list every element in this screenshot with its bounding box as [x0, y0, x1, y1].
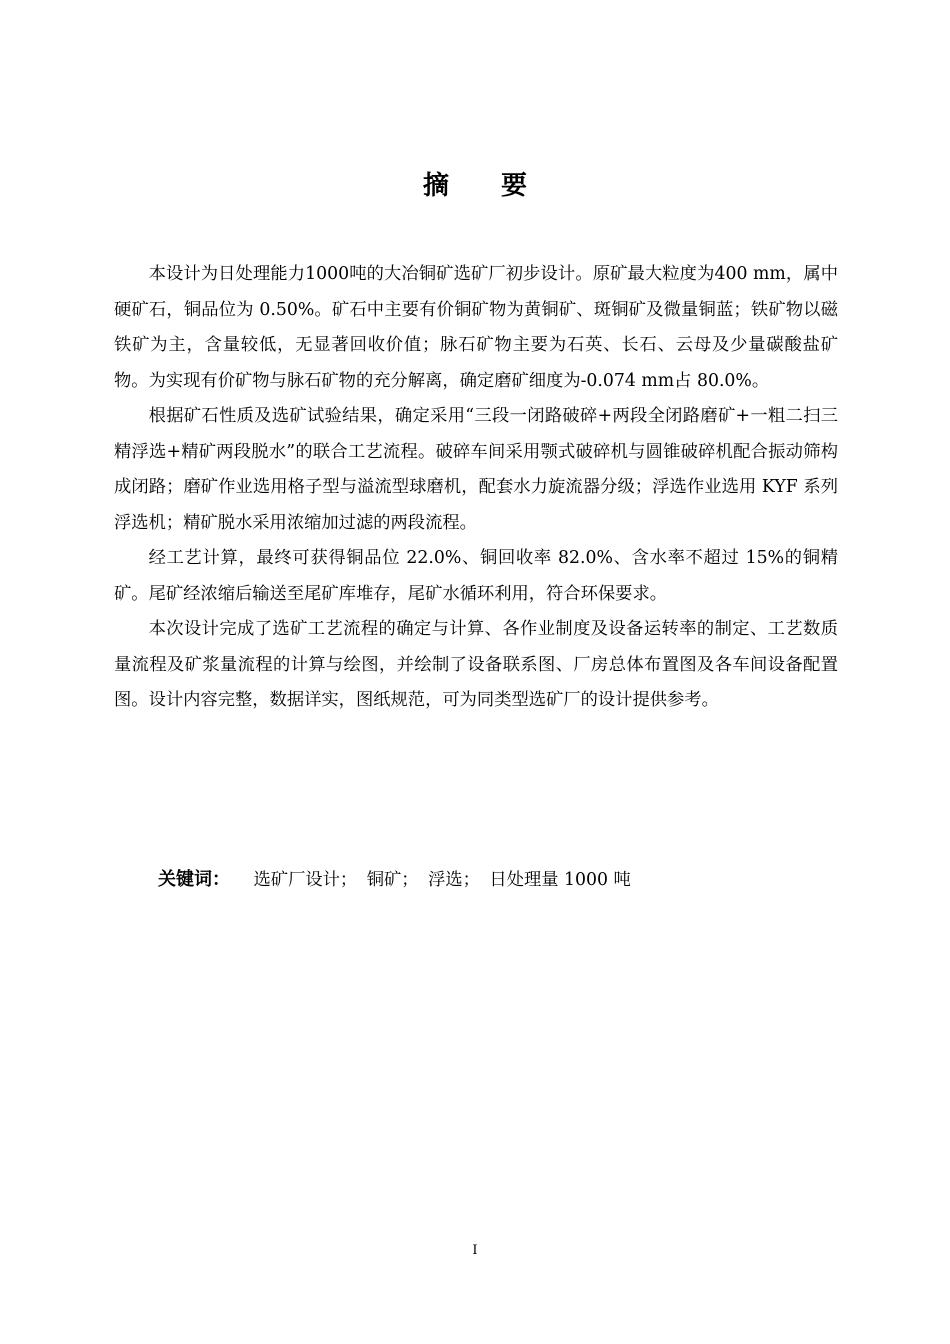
page-number: I	[472, 1243, 478, 1258]
keyword-item: 浮选；	[428, 870, 480, 890]
keywords-label: 关键词：	[158, 869, 230, 890]
keyword-item: 选矿厂设计；	[253, 870, 358, 890]
abstract-paragraph-2: 根据矿石性质及选矿试验结果，确定采用“三段一闭路破碎+两段全闭路磨矿+一粗二扫三精浮选+精矿两段脱水”的联合工艺流程。破碎车间采用颚式破碎机与圆锥破碎机配合振动筛构成闭路；磨矿作业选用格子型与溢流型球磨机，配套水力旋流器分级；浮选作业选用 KYF 系列浮选机；精矿脱水采用浓缩加过滤的两段流程。	[114, 406, 838, 533]
keyword-item: 铜矿；	[366, 870, 419, 890]
keyword-item: 日处理量 1000 吨	[489, 870, 631, 890]
abstract-paragraph-4: 本次设计完成了选矿工艺流程的确定与计算、各作业制度及设备运转率的制定、工艺数质量流程及矿浆量流程的计算与绘图，并绘制了设备联系图、厂房总体布置图及各车间设备配置图。设计内容完整，数据详实，图纸规范，可为同类型选矿厂的设计提供参考。	[114, 619, 838, 710]
keywords-line	[158, 864, 635, 896]
abstract-paragraph-3: 经工艺计算，最终可获得铜品位 22.0%、铜回收率 82.0%、含水率不超过 15%的铜精矿。尾矿经浓缩后输送至尾矿库堆存，尾矿水循环利用，符合环保要求。	[114, 548, 838, 604]
abstract-paragraph-1: 本设计为日处理能力1000吨的大冶铜矿选矿厂初步设计。原矿最大粒度为400 mm，属中硬矿石，铜品位为 0.50%。矿石中主要有价铜矿物为黄铜矿、斑铜矿及微量铜蓝；铁矿物以磁铁矿为主，含量较低，无显著回收价值；脉石矿物主要为石英、长石、云母及少量碳酸盐矿物。为实现有价矿物与脉石矿物的充分解离，确定磨矿细度为-0.074 mm占 80.0%。	[114, 264, 838, 391]
abstract-body	[114, 257, 838, 719]
abstract-title: 摘要	[422, 171, 579, 201]
